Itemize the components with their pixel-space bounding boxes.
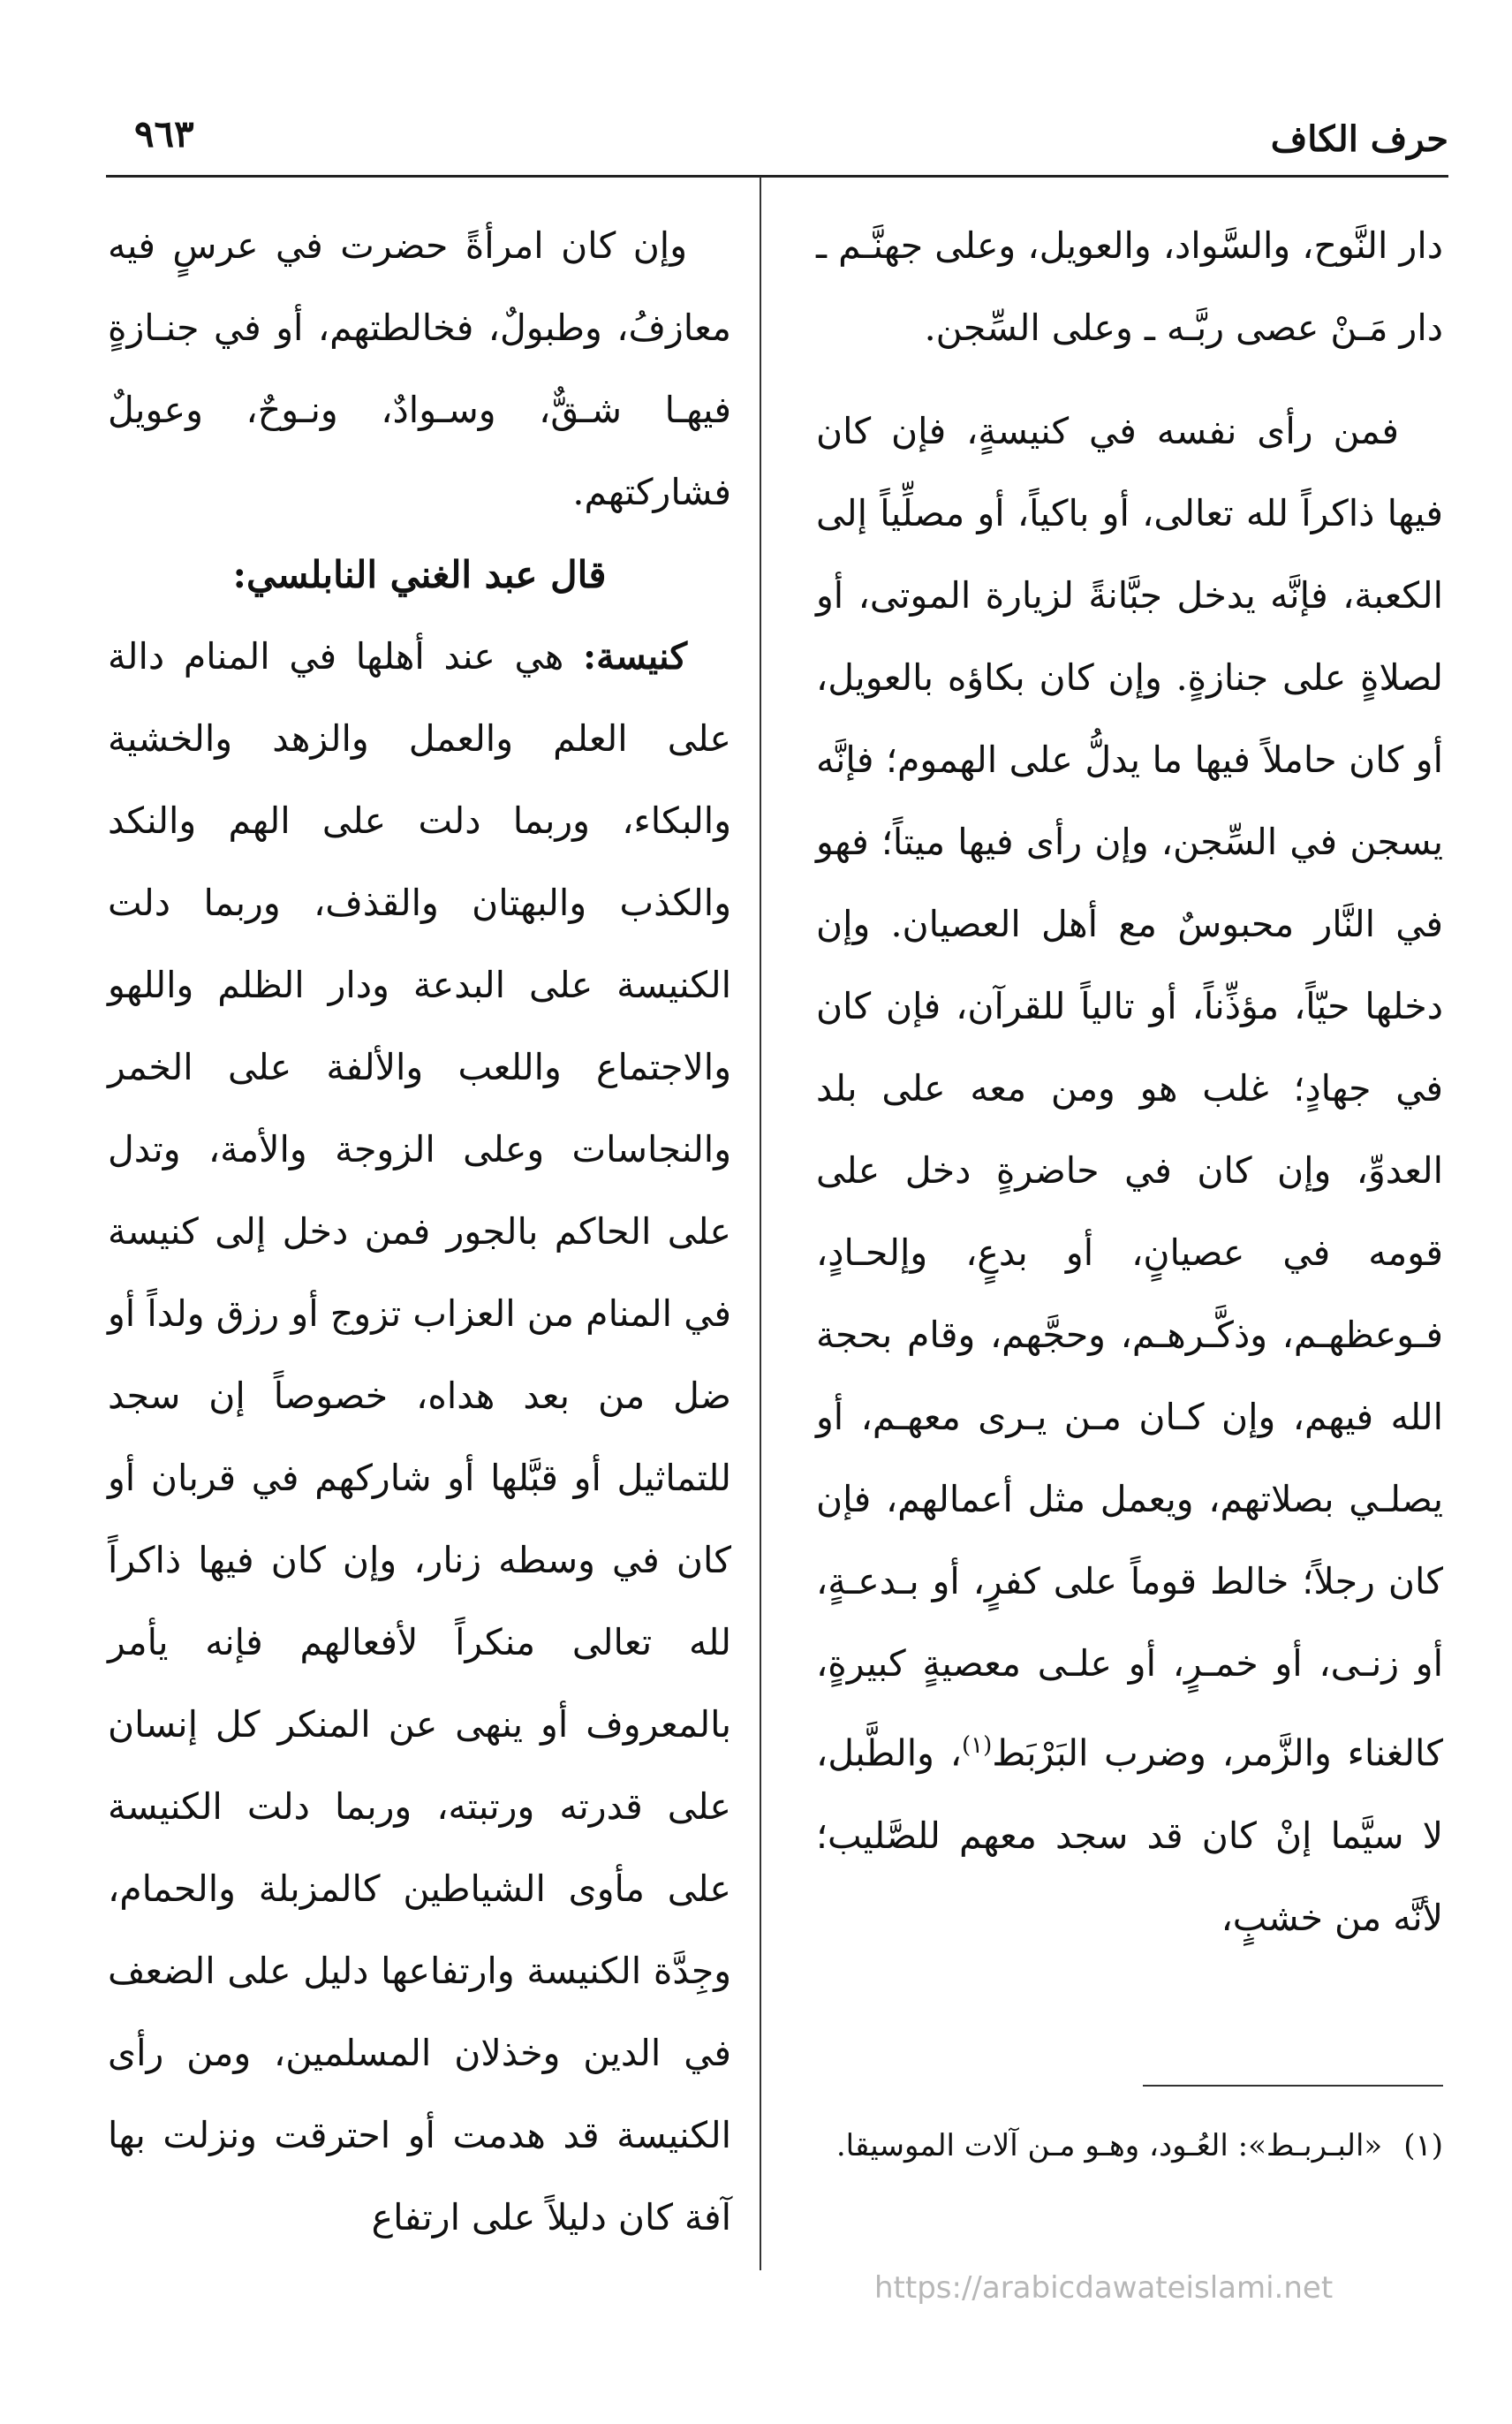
paragraph: وإن كان امرأةً حضرت في عرسٍ فيه معازفُ، وطبولٌ، فخالطتهم، أو في جنـازةٍ فيهـا شـقٌّ، وسـوادٌ، ونـوحٌ، وعويلٌ فشاركتهم. <box>108 224 731 513</box>
footnote <box>807 2118 1443 2173</box>
paragraph <box>816 390 1443 1959</box>
watermark-url: https://arabicdawateislami.net <box>874 2270 1334 2306</box>
footnote-text: «البـربـط»: العُـود، وهـو مـن آلات الموسيقا. <box>835 2128 1383 2163</box>
paragraph: دار النَّوح، والسَّواد، والعويل، وعلى جهنَّـم ـ دار مَـنْ عصى ربَّـه ـ وعلى السِّجن. <box>816 224 1443 349</box>
chapter-title: حرف الكاف <box>1270 118 1448 160</box>
entry-term: كنيسة: <box>583 635 687 678</box>
column-divider <box>760 177 761 2270</box>
page-header <box>106 113 1448 178</box>
paragraph-text: فمن رأى نفسه في كنيسةٍ، فإن كان فيها ذاكراً لله تعالى، أو باكياً، أو مصلِّياً إلى الكعبة، فإنَّه يدخل جبَّانةً لزيارة الموتى، أو لصلاةٍ على جنازةٍ. وإن كان بكاؤه بالعويل، أو كان حاملاً فيها ما يدلُّ على الهموم؛ فإنَّه يسجن في السِّجن، وإن رأى فيها ميتاً؛ فهو في النَّار محبوسٌ مع أهل العصيان. وإن دخلها حيّاً، مؤذِّناً، أو تالياً للقرآن، فإن كان في جهادٍ؛ غلب هو ومن معه على بلد العدوِّ، وإن كان في حاضرةٍ دخل على قومه في عصيانٍ، أو بدعٍ، وإلحـادٍ، فـوعظهـم، وذكَّـرهـم، وحجَّهم، وقام بحجة الله فيهم، وإن كـان مـن يـرى معهـم، أو يصلـي بصلاتهم، ويعمل مثل أعمالهم، فإن كان رجلاً؛ خالط قوماً على كفرٍ، أو بـدعـةٍ، أو زنـى، أو خمـرٍ، أو علـى معصيةٍ كبيرةٍ، كالغناء والزَّمر، وضرب البَرْبَط <box>816 410 1443 1775</box>
footnote-marker[interactable]: (١) <box>961 1732 993 1759</box>
paragraph-text: هي عند أهلها في المنام دالة على العلم والعمل والزهد والخشية والبكاء، وربما دلت على الهم والنكد والكذب والبهتان والقذف، وربما دلت الكنيسة على البدعة ودار الظلم واللهو والاجتماع واللعب والألفة على الخمر والنجاسات وعلى الزوجة والأمة، وتدل على الحاكم بالجور فمن دخل إلى كنيسة في المنام من العزاب تزوج أو رزق ولداً أو ضل من بعد هداه، خصوصاً إن سجد للتماثيل أو قبَّلها أو شاركهم في قربان أو كان في وسطه زنار، وإن كان فيها ذاكراً لله تعالى منكراً لأفعالهم فإنه يأمر بالمعروف أو ينهى عن المنكر كل إنسان على قدرته ورتبته، وربما دلت الكنيسة على مأوى الشياطين كالمزبلة والحمام، وجِدَّة الكنيسة وارتفاعها دليل على الضعف في الدين وخذلان المسلمين، ومن رأى الكنيسة قد هدمت أو احترقت ونزلت بها آفة كان دليلاً على ارتفاع <box>108 635 731 2238</box>
page-number: ٩٦٣ <box>134 112 194 155</box>
paragraph <box>108 616 731 2259</box>
section-heading: قال عبد الغني النابلسي: <box>232 553 607 596</box>
footnote-rule <box>1143 2085 1443 2087</box>
right-column <box>816 205 1443 1959</box>
paragraph-text: ، والطَّبل، لا سيَّما إنْ كان قد سجد معهم للصَّليب؛ لأنَّه من خشبٍ، <box>816 1731 1443 1939</box>
footnote-number: (١) <box>1403 2128 1443 2163</box>
left-column <box>108 205 731 2259</box>
